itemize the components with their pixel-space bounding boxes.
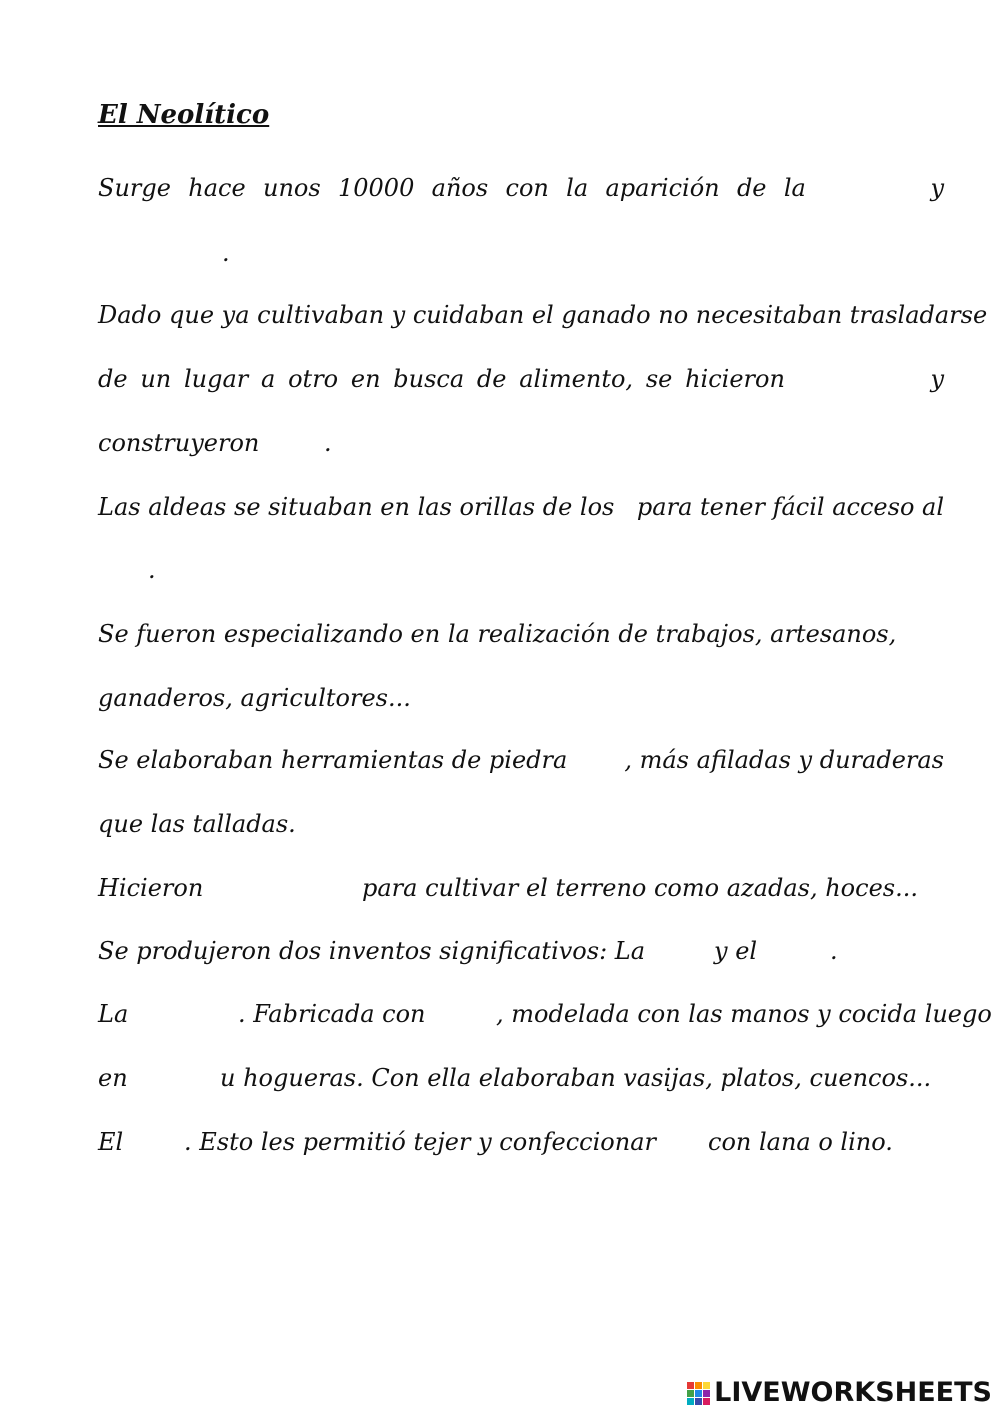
segment: en [98, 1064, 128, 1092]
answer-blank[interactable] [128, 1127, 182, 1153]
liveworksheets-logo [687, 1377, 992, 1408]
segment: y el [714, 937, 758, 965]
answer-blank[interactable] [130, 1063, 218, 1089]
word: de [736, 174, 767, 202]
answer-blank[interactable] [98, 238, 220, 264]
word: años [431, 174, 489, 202]
segment: Las aldeas se situaban en las orillas de los [98, 493, 615, 521]
word: unos [262, 174, 321, 202]
line-11 [98, 809, 944, 839]
period: . [222, 239, 230, 267]
answer-blank[interactable] [567, 745, 624, 771]
period: . [324, 429, 332, 457]
word: con [505, 174, 549, 202]
segment: . Fabricada con [238, 1000, 426, 1028]
logo-icon [687, 1382, 710, 1405]
word: Surge [98, 174, 171, 202]
segment: construyeron [98, 429, 260, 457]
segment: con lana o lino. [708, 1128, 893, 1156]
answer-blank[interactable] [98, 555, 148, 581]
segment: La [98, 1000, 129, 1028]
word: y [930, 174, 944, 202]
sentence: que las talladas. [98, 810, 296, 838]
segment: u hogueras. Con ella elaboraban vasijas, platos, cuencos... [220, 1064, 932, 1092]
line-10 [98, 745, 944, 775]
worksheet-title: El Neolítico [98, 100, 270, 130]
answer-blank[interactable] [823, 173, 913, 199]
word: un [140, 365, 172, 393]
segment: Se elaboraban herramientas de piedra [98, 746, 568, 774]
segment: , modelada con las manos y cocida luego [496, 1000, 992, 1028]
line-4 [98, 364, 944, 394]
answer-blank[interactable] [622, 1127, 706, 1153]
segment: Se produjeron dos inventos significativos: La [98, 937, 646, 965]
word: la [566, 174, 589, 202]
word: lugar [184, 365, 249, 393]
line-8 [98, 619, 944, 649]
word: a [261, 365, 276, 393]
logo-text: LIVEWORKSHEETS [714, 1377, 992, 1408]
word: se [645, 365, 673, 393]
word: 10000 [337, 174, 415, 202]
line-3 [98, 300, 988, 330]
answer-blank[interactable] [198, 873, 358, 899]
sentence: Se fueron especializando en la realización de trabajos, artesanos, [98, 620, 897, 648]
word: en [350, 365, 381, 393]
line-9 [98, 683, 944, 713]
line-1 [98, 173, 944, 203]
answer-blank[interactable] [614, 492, 637, 518]
word: de [98, 365, 128, 393]
word: la [783, 174, 806, 202]
segment: Hicieron [98, 874, 204, 902]
period: . [148, 556, 156, 584]
segment: . Esto les permitió tejer y confeccionar [184, 1128, 656, 1156]
line-6 [98, 492, 944, 522]
word: otro [288, 365, 339, 393]
word: y [930, 365, 944, 393]
segment: El [98, 1128, 124, 1156]
answer-blank[interactable] [760, 936, 828, 962]
word: hicieron [685, 365, 785, 393]
sentence: ganaderos, agricultores... [98, 684, 411, 712]
word: alimento, [519, 365, 634, 393]
word: hace [188, 174, 246, 202]
word: de [476, 365, 507, 393]
segment: para tener fácil acceso al [636, 493, 944, 521]
answer-blank[interactable] [256, 428, 321, 454]
period: . [830, 937, 838, 965]
sentence: Dado que ya cultivaban y cuidaban el ganado no necesitaban trasladarse [98, 301, 988, 329]
answer-blank[interactable] [132, 999, 236, 1025]
answer-blank[interactable] [798, 364, 918, 390]
word: busca [393, 365, 465, 393]
answer-blank[interactable] [604, 936, 712, 962]
segment: , más afiladas y duraderas [624, 746, 944, 774]
segment: para cultivar el terreno como azadas, hoces... [362, 874, 918, 902]
answer-blank[interactable] [424, 999, 496, 1025]
word: aparición [605, 174, 720, 202]
